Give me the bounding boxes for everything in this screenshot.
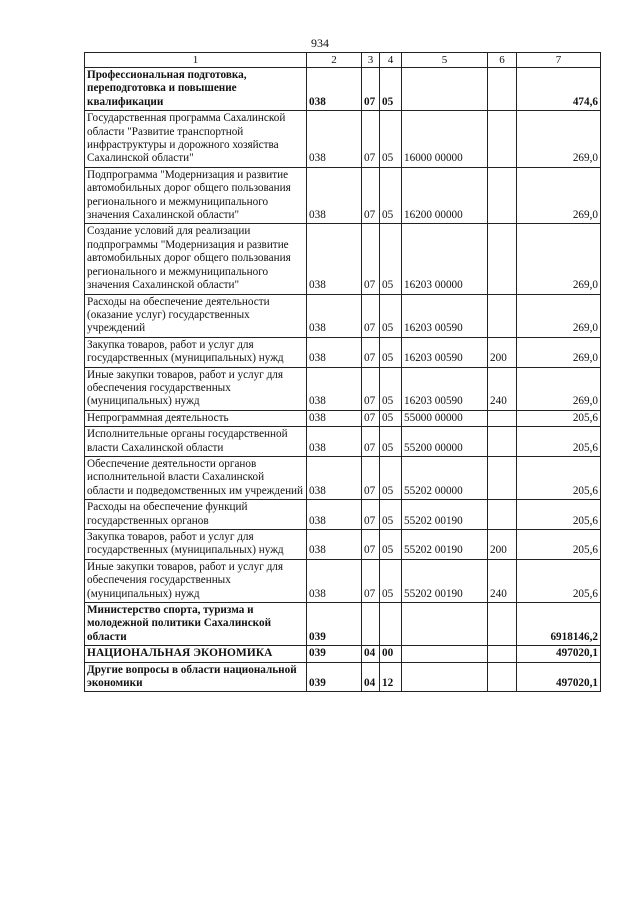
cell-expense-type [488,224,517,294]
cell-amount: 205,6 [517,530,601,560]
table-row [85,410,601,426]
page-number: 934 [311,36,329,50]
cell-expense-type: 200 [488,530,517,560]
cell-section: 07 [362,410,380,426]
column-header: 7 [517,53,601,68]
cell-expense-type [488,410,517,426]
cell-target-article: 16200 00000 [402,167,488,224]
table-row [85,646,601,662]
cell-admin-code: 038 [307,337,362,367]
cell-amount: 497020,1 [517,662,601,692]
cell-amount: 205,6 [517,500,601,530]
cell-target-article: 55202 00190 [402,530,488,560]
cell-subsection: 05 [380,367,402,410]
cell-section: 07 [362,111,380,168]
cell-section: 07 [362,456,380,499]
cell-admin-code: 038 [307,559,362,602]
row-name: Иные закупки товаров, работ и услуг для обеспечения государственных (муниципальных) нужд [85,367,307,410]
cell-admin-code: 038 [307,294,362,337]
cell-section: 07 [362,167,380,224]
table-row [85,456,601,499]
row-name: Профессиональная подготовка, переподготовка и повышение квалификации [85,68,307,111]
cell-section: 07 [362,337,380,367]
cell-section [362,603,380,646]
column-header: 2 [307,53,362,68]
table-row [85,111,601,168]
cell-subsection: 05 [380,530,402,560]
row-name: Создание условий для реализации подпрограммы "Модернизация и развитие автомобильных дорог общего пользования регионального и межмуниципального значения Сахалинской области" [85,224,307,294]
cell-subsection: 00 [380,646,402,662]
table-row [85,559,601,602]
cell-expense-type: 240 [488,559,517,602]
cell-section: 07 [362,559,380,602]
cell-section: 07 [362,367,380,410]
cell-admin-code: 038 [307,456,362,499]
cell-section: 07 [362,224,380,294]
table-row [85,662,601,692]
cell-subsection: 05 [380,294,402,337]
cell-admin-code: 038 [307,224,362,294]
row-name: Закупка товаров, работ и услуг для государственных (муниципальных) нужд [85,530,307,560]
cell-section: 07 [362,427,380,457]
cell-amount: 205,6 [517,427,601,457]
cell-section: 07 [362,294,380,337]
cell-target-article: 16203 00590 [402,367,488,410]
cell-expense-type: 240 [488,367,517,410]
cell-expense-type [488,603,517,646]
cell-subsection: 05 [380,337,402,367]
column-header: 6 [488,53,517,68]
cell-amount: 269,0 [517,224,601,294]
cell-amount: 474,6 [517,68,601,111]
cell-admin-code: 038 [307,500,362,530]
column-header: 1 [85,53,307,68]
cell-subsection: 05 [380,224,402,294]
column-header: 4 [380,53,402,68]
cell-admin-code: 038 [307,68,362,111]
row-name: Обеспечение деятельности органов исполнительной власти Сахалинской области и подведомственных им учреждений [85,456,307,499]
cell-subsection [380,603,402,646]
row-name: Закупка товаров, работ и услуг для государственных (муниципальных) нужд [85,337,307,367]
cell-admin-code: 038 [307,111,362,168]
cell-admin-code: 038 [307,367,362,410]
table-row [85,167,601,224]
cell-subsection: 05 [380,500,402,530]
row-name: Государственная программа Сахалинской области "Развитие транспортной инфраструктуры и дорожного хозяйства Сахалинской области" [85,111,307,168]
cell-admin-code: 038 [307,167,362,224]
column-header: 5 [402,53,488,68]
table-row [85,603,601,646]
table-row [85,500,601,530]
cell-amount: 205,6 [517,456,601,499]
cell-subsection: 05 [380,111,402,168]
cell-admin-code: 039 [307,646,362,662]
row-name: Другие вопросы в области национальной экономики [85,662,307,692]
cell-target-article: 55200 00000 [402,427,488,457]
row-name: Министерство спорта, туризма и молодежной политики Сахалинской области [85,603,307,646]
cell-subsection: 05 [380,456,402,499]
row-name: Подпрограмма "Модернизация и развитие автомобильных дорог общего пользования регионального и межмуниципального значения Сахалинской области" [85,167,307,224]
cell-amount: 205,6 [517,410,601,426]
cell-expense-type: 200 [488,337,517,367]
cell-section: 04 [362,646,380,662]
cell-amount: 205,6 [517,559,601,602]
cell-amount: 269,0 [517,294,601,337]
cell-subsection: 05 [380,410,402,426]
row-name: НАЦИОНАЛЬНАЯ ЭКОНОМИКА [85,646,307,662]
cell-admin-code: 039 [307,662,362,692]
header-row [85,53,601,68]
cell-section: 04 [362,662,380,692]
cell-subsection: 12 [380,662,402,692]
row-name: Расходы на обеспечение деятельности (оказание услуг) государственных учреждений [85,294,307,337]
cell-subsection: 05 [380,167,402,224]
column-header: 3 [362,53,380,68]
cell-amount: 497020,1 [517,646,601,662]
cell-section: 07 [362,530,380,560]
cell-subsection: 05 [380,68,402,111]
cell-target-article [402,662,488,692]
cell-subsection: 05 [380,427,402,457]
cell-target-article: 16203 00000 [402,224,488,294]
cell-amount: 6918146,2 [517,603,601,646]
cell-target-article: 16203 00590 [402,337,488,367]
cell-expense-type [488,68,517,111]
row-name: Исполнительные органы государственной власти Сахалинской области [85,427,307,457]
table-row [85,337,601,367]
table-row [85,427,601,457]
cell-expense-type [488,427,517,457]
cell-target-article [402,603,488,646]
cell-admin-code: 038 [307,410,362,426]
cell-expense-type [488,111,517,168]
cell-admin-code: 039 [307,603,362,646]
cell-target-article [402,68,488,111]
row-name: Иные закупки товаров, работ и услуг для обеспечения государственных (муниципальных) нужд [85,559,307,602]
cell-expense-type [488,500,517,530]
cell-amount: 269,0 [517,111,601,168]
cell-target-article: 16203 00590 [402,294,488,337]
cell-target-article [402,646,488,662]
cell-expense-type [488,646,517,662]
table-row [85,367,601,410]
table-row [85,530,601,560]
cell-target-article: 55202 00190 [402,500,488,530]
cell-subsection: 05 [380,559,402,602]
cell-target-article: 55202 00190 [402,559,488,602]
cell-admin-code: 038 [307,427,362,457]
row-name: Расходы на обеспечение функций государственных органов [85,500,307,530]
cell-admin-code: 038 [307,530,362,560]
cell-section: 07 [362,500,380,530]
cell-expense-type [488,456,517,499]
cell-expense-type [488,294,517,337]
cell-amount: 269,0 [517,367,601,410]
row-name: Непрограммная деятельность [85,410,307,426]
cell-expense-type [488,662,517,692]
table-row [85,294,601,337]
cell-target-article: 16000 00000 [402,111,488,168]
table-row [85,68,601,111]
budget-table [84,52,601,692]
cell-section: 07 [362,68,380,111]
cell-target-article: 55000 00000 [402,410,488,426]
cell-expense-type [488,167,517,224]
table-body [85,68,601,692]
cell-amount: 269,0 [517,167,601,224]
table-row [85,224,601,294]
cell-target-article: 55202 00000 [402,456,488,499]
cell-amount: 269,0 [517,337,601,367]
